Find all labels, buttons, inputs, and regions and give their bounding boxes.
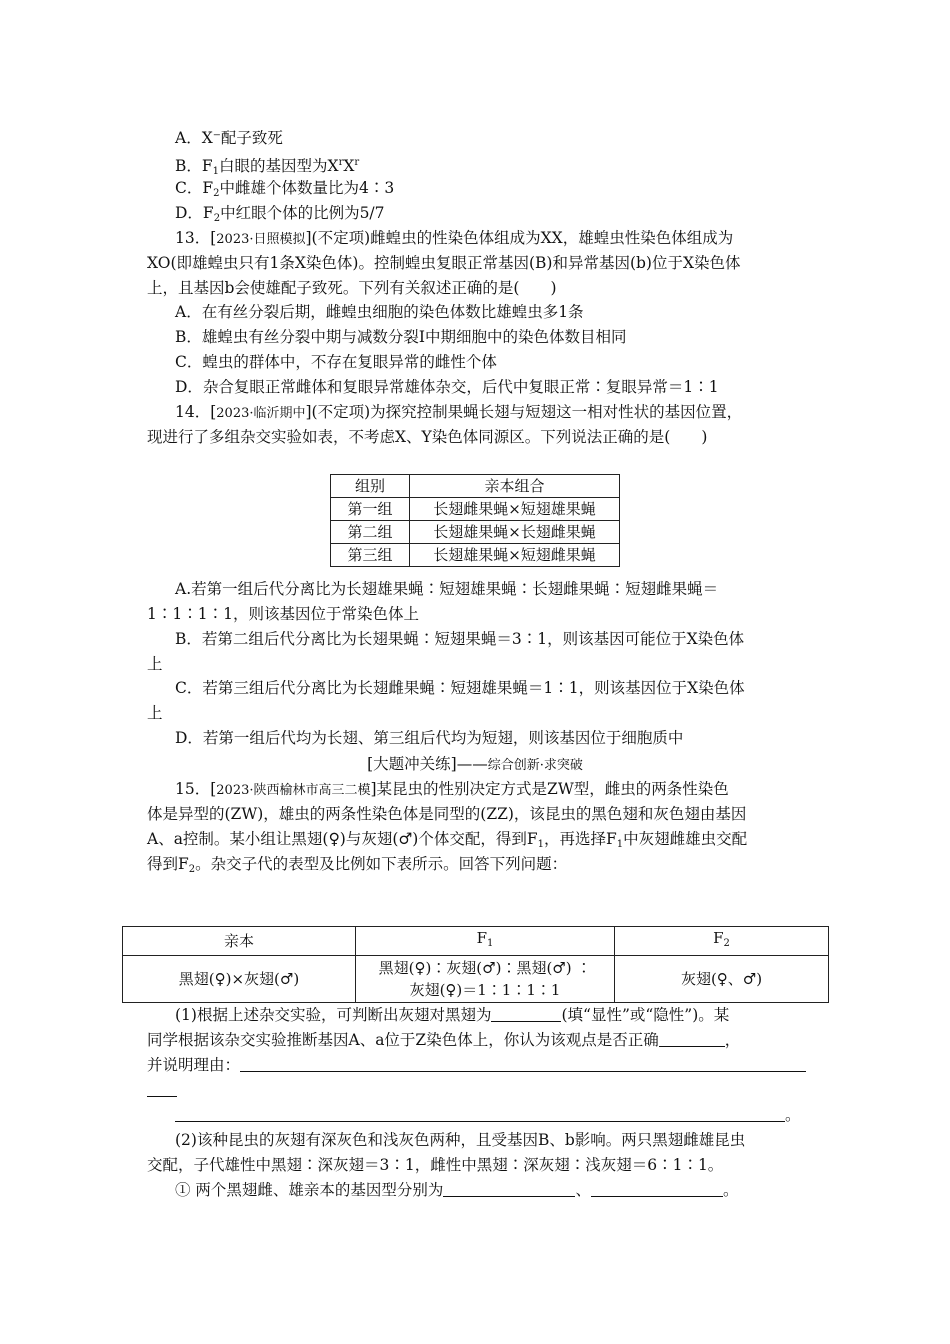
q12-option-b: B．$F_1$白眼的基因型为$X^rX^r$ xyxy=(175,157,360,177)
q15-p2-line2: 交配，子代雄性中黑翅∶深灰翅＝3∶1，雌性中黑翅∶深灰翅∶浅灰翅＝6∶1∶1。 xyxy=(147,1156,724,1174)
q15-stem-line4: 得到$F_2$。杂交子代的表型及比例如下表所示。回答下列问题： xyxy=(147,855,568,875)
q14-option-c-line2: 上 xyxy=(147,704,163,722)
answer-blank[interactable] xyxy=(591,1180,723,1197)
table-cell-parent: 黑翅(♀)×灰翅(♂) xyxy=(123,956,356,1003)
section-title: [大题冲关练]——综合创新·求突破 xyxy=(367,755,583,773)
q13-option-d: D．杂合复眼正常雌体和复眼异常雄体杂交，后代中复眼正常∶复眼异常＝1∶1 xyxy=(175,378,719,396)
q13-option-b: B．雄蝗虫有丝分裂中期与减数分裂Ⅰ中期细胞中的染色体数目相同 xyxy=(175,328,627,346)
q14-option-a-line2: 1∶1∶1∶1，则该基因位于常染色体上 xyxy=(147,605,419,623)
q14-option-b-line2: 上 xyxy=(147,655,163,673)
table-header-row xyxy=(331,475,620,498)
table-row xyxy=(331,521,620,544)
table-header-row xyxy=(123,927,829,956)
table-cell-f2: 灰翅(♀、♂) xyxy=(615,956,829,1003)
table-cell: 长翅雄果蝇×长翅雌果蝇 xyxy=(410,521,620,544)
table-cell-f1: 黑翅(♀)∶灰翅(♂)∶黑翅(♂) ∶ 灰翅(♀)＝1∶1∶1∶1 xyxy=(356,956,615,1003)
q13-stem-line1: 13．[2023·日照模拟](不定项)雌蝗虫的性染色体组成为XX，雄蝗虫性染色体组成为 xyxy=(175,229,734,247)
table-header: 组别 xyxy=(331,475,410,498)
q15-p1-line1: (1)根据上述杂交实验，可判断出灰翅对黑翅为 (填“显性”或“隐性”)。某 xyxy=(175,1006,730,1024)
q14-option-b-line1: B．若第二组后代分离比为长翅果蝇∶短翅果蝇＝3∶1，则该基因可能位于X染色体 xyxy=(175,630,745,648)
table-row xyxy=(123,956,829,1003)
table-row xyxy=(331,498,620,521)
table-header: 亲本组合 xyxy=(410,475,620,498)
table-cell: 第一组 xyxy=(331,498,410,521)
table-cell: 长翅雌果蝇×短翅雄果蝇 xyxy=(410,498,620,521)
answer-blank[interactable] xyxy=(175,1105,785,1122)
answer-blank[interactable] xyxy=(240,1055,806,1072)
q15-p2-q1: ① 两个黑翅雌、雄亲本的基因型分别为 、 。 xyxy=(175,1181,739,1199)
q14-stem-line2: 现进行了多组杂交实验如表，不考虑X、Y染色体同源区。下列说法正确的是( ) xyxy=(147,428,708,446)
q15-stem-line1: 15．[2023·陕西榆林市高三二模]某昆虫的性别决定方式是ZW型，雌虫的两条性染色 xyxy=(175,780,729,798)
q15-p1-line2: 同学根据该杂交实验推断基因A、a位于Z染色体上，你认为该观点是否正确 ， xyxy=(147,1031,741,1049)
q15-p1-line5: 。 xyxy=(175,1103,801,1127)
table-header-parent: 亲本 xyxy=(123,927,356,956)
q15-stem-line3: A、a控制。某小组让黑翅(♀)与灰翅(♂)个体交配，得到$F_1$，再选择$F_1$中灰翅雌雄虫交配 xyxy=(147,830,748,850)
answer-blank[interactable] xyxy=(443,1180,575,1197)
q15-p2-line1: (2)该种昆虫的灰翅有深灰色和浅灰色两种，且受基因B、b影响。两只黑翅雌雄昆虫 xyxy=(175,1131,746,1149)
q13-stem-line2: XO(即雄蝗虫只有1条X染色体)。控制蝗虫复眼正常基因(B)和异常基因(b)位于X染色体 xyxy=(147,254,741,272)
table-cell: 第三组 xyxy=(331,544,410,567)
q12-option-d: D．$F_2$中红眼个体的比例为5/7 xyxy=(175,204,385,224)
q14-stem-line1: 14．[2023·临沂期中](不定项)为探究控制果蝇长翅与短翅这一相对性状的基因位置， xyxy=(175,403,743,421)
q14-option-a-line1: A.若第一组后代分离比为长翅雄果蝇∶短翅雄果蝇∶长翅雌果蝇∶短翅雌果蝇＝ xyxy=(175,580,719,598)
q12-option-a: A．X⁻配子致死 xyxy=(175,129,283,147)
q13-stem-line3: 上，且基因b会使雄配子致死。下列有关叙述正确的是( ) xyxy=(147,279,557,297)
q13-option-c: C．蝗虫的群体中，不存在复眼异常的雌性个体 xyxy=(175,353,497,371)
table-row xyxy=(331,544,620,567)
q12-option-c: C．$F_2$中雌雄个体数量比为4∶3 xyxy=(175,179,395,199)
q14-option-c-line1: C．若第三组后代分离比为长翅雌果蝇∶短翅雄果蝇＝1∶1，则该基因位于X染色体 xyxy=(175,679,745,697)
q15-stem-line2: 体是异型的(ZW)，雄虫的两条性染色体是同型的(ZZ)，该昆虫的黑色翅和灰色翅由基因 xyxy=(147,805,747,823)
q15-table xyxy=(122,926,829,1003)
table-cell: 第二组 xyxy=(331,521,410,544)
q15-p1-line4 xyxy=(147,1078,177,1102)
q15-p1-line3: 并说明理由： xyxy=(147,1053,806,1077)
table-cell: 长翅雄果蝇×短翅雌果蝇 xyxy=(410,544,620,567)
answer-blank[interactable] xyxy=(659,1030,725,1047)
q13-option-a: A．在有丝分裂后期，雌蝗虫细胞的染色体数比雄蝗虫多1条 xyxy=(175,303,584,321)
table-header-f2: $F_2$ xyxy=(615,927,829,956)
answer-blank[interactable] xyxy=(147,1080,177,1097)
q14-option-d: D．若第一组后代均为长翅、第三组后代均为短翅，则该基因位于细胞质中 xyxy=(175,729,684,747)
q14-table xyxy=(330,474,620,567)
table-header-f1: $F_1$ xyxy=(356,927,615,956)
answer-blank[interactable] xyxy=(491,1005,561,1022)
